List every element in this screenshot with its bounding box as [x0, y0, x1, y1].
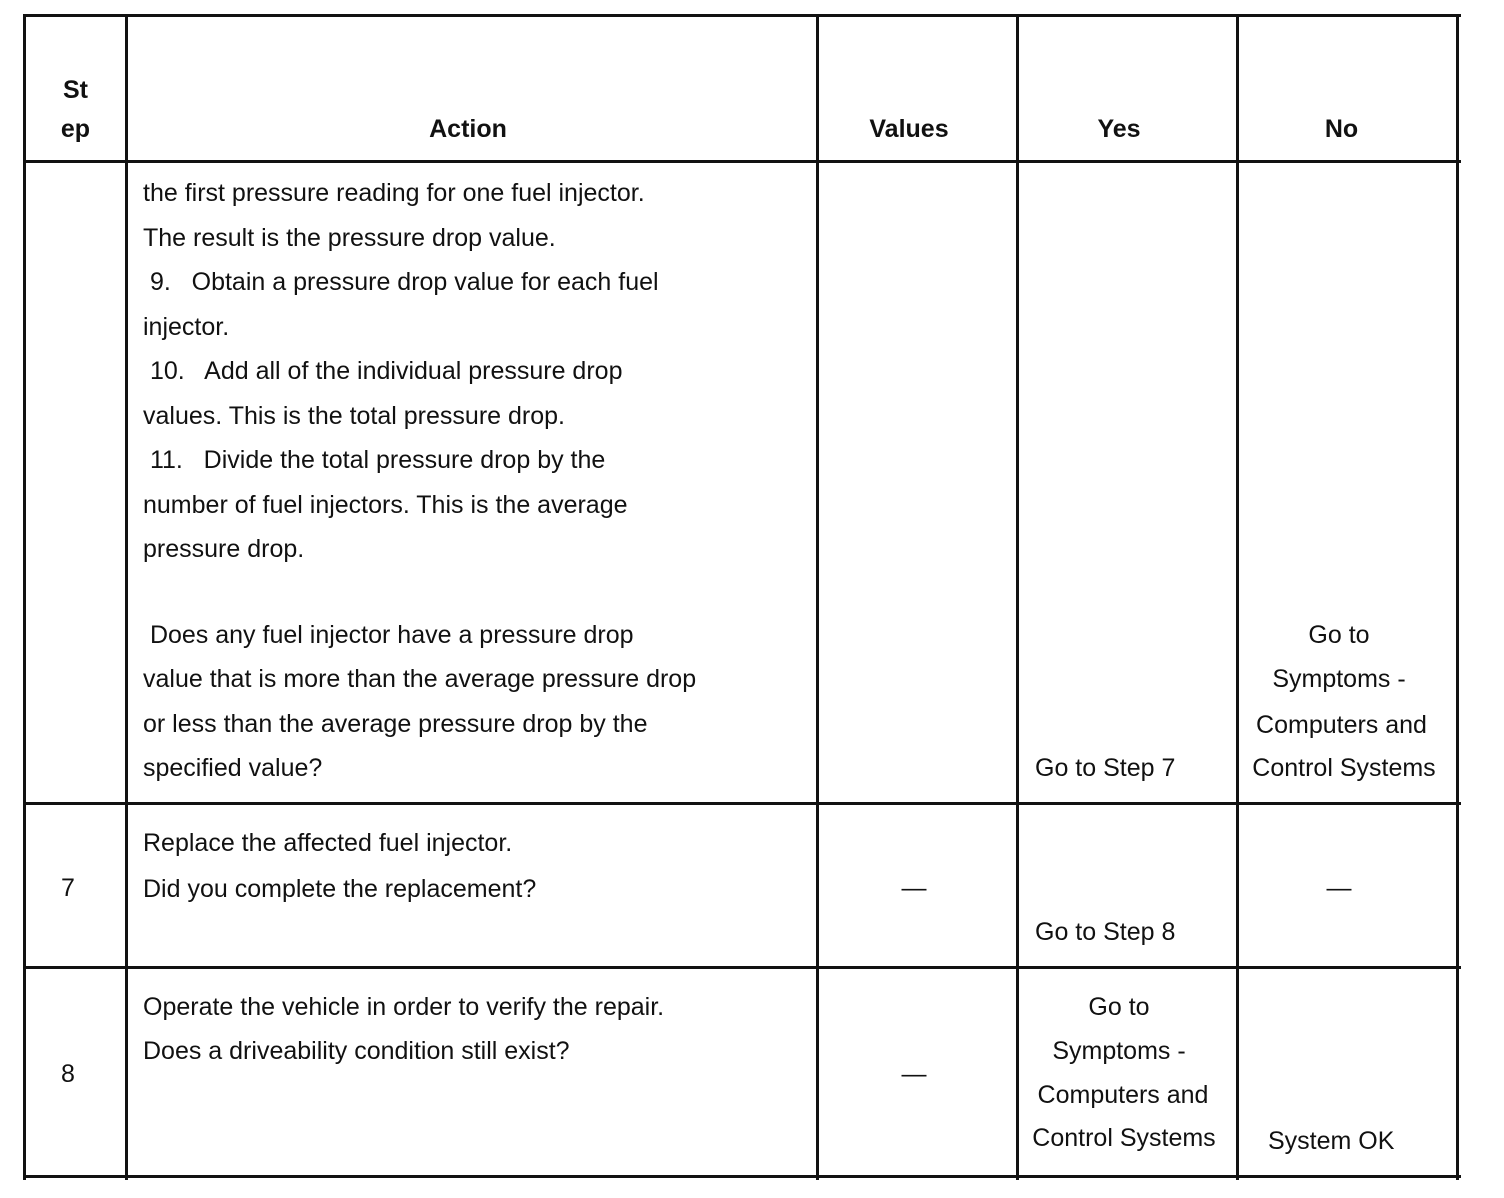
step-number: 7 — [61, 874, 75, 902]
action-line: The result is the pressure drop value. — [143, 224, 556, 252]
yes-result-line: Go to — [1088, 993, 1150, 1021]
col-divider — [23, 14, 26, 1180]
header-step-line2: ep — [60, 115, 91, 143]
action-line: or less than the average pressure drop by the — [143, 710, 648, 738]
table-border-top — [23, 14, 1461, 17]
no-result: System OK — [1268, 1127, 1395, 1155]
header-step-line1: St — [63, 76, 88, 104]
header-yes: Yes — [1097, 115, 1141, 143]
action-line: Operate the vehicle in order to verify the repair. — [143, 993, 665, 1021]
yes-result: Go to Step 7 — [1035, 754, 1176, 782]
yes-result-line: Symptoms - — [1052, 1037, 1186, 1065]
action-line: 9. Obtain a pressure drop value for each fuel — [143, 268, 659, 296]
col-divider — [1456, 14, 1459, 1180]
step-number: 8 — [61, 1060, 75, 1088]
action-line: Does a driveability condition still exist? — [143, 1037, 570, 1065]
col-divider — [125, 14, 128, 1180]
action-line: Does any fuel injector have a pressure drop — [143, 621, 634, 649]
values-cell: — — [901, 1060, 927, 1088]
action-line: 10. Add all of the individual pressure drop — [143, 357, 623, 385]
action-line: specified value? — [143, 754, 323, 782]
action-line: pressure drop. — [143, 535, 305, 563]
action-line: injector. — [143, 313, 230, 341]
no-result-line: Control Systems — [1252, 754, 1436, 782]
action-line: values. This is the total pressure drop. — [143, 402, 565, 430]
table-border-bottom — [23, 1175, 1461, 1178]
action-line: value that is more than the average pressure drop — [143, 665, 697, 693]
action-line: Did you complete the replacement? — [143, 875, 537, 903]
action-line: Replace the affected fuel injector. — [143, 829, 513, 857]
no-result: — — [1326, 874, 1352, 902]
action-line: 11. Divide the total pressure drop by the — [143, 446, 606, 474]
action-line: the first pressure reading for one fuel injector. — [143, 179, 645, 207]
header-action: Action — [429, 115, 507, 143]
row-divider — [23, 802, 1461, 805]
action-line: number of fuel injectors. This is the average — [143, 491, 628, 519]
header-values: Values — [869, 115, 949, 143]
col-divider — [1236, 14, 1239, 1180]
yes-result: Go to Step 8 — [1035, 918, 1176, 946]
row-divider — [23, 966, 1461, 969]
no-result-line: Computers and — [1256, 711, 1427, 739]
yes-result-line: Control Systems — [1032, 1124, 1216, 1152]
values-cell: — — [901, 874, 927, 902]
header-divider — [23, 160, 1461, 163]
no-result-line: Symptoms - — [1272, 665, 1406, 693]
col-divider — [816, 14, 819, 1180]
header-no: No — [1324, 115, 1359, 143]
yes-result-line: Computers and — [1037, 1081, 1209, 1109]
no-result-line: Go to — [1308, 621, 1370, 649]
